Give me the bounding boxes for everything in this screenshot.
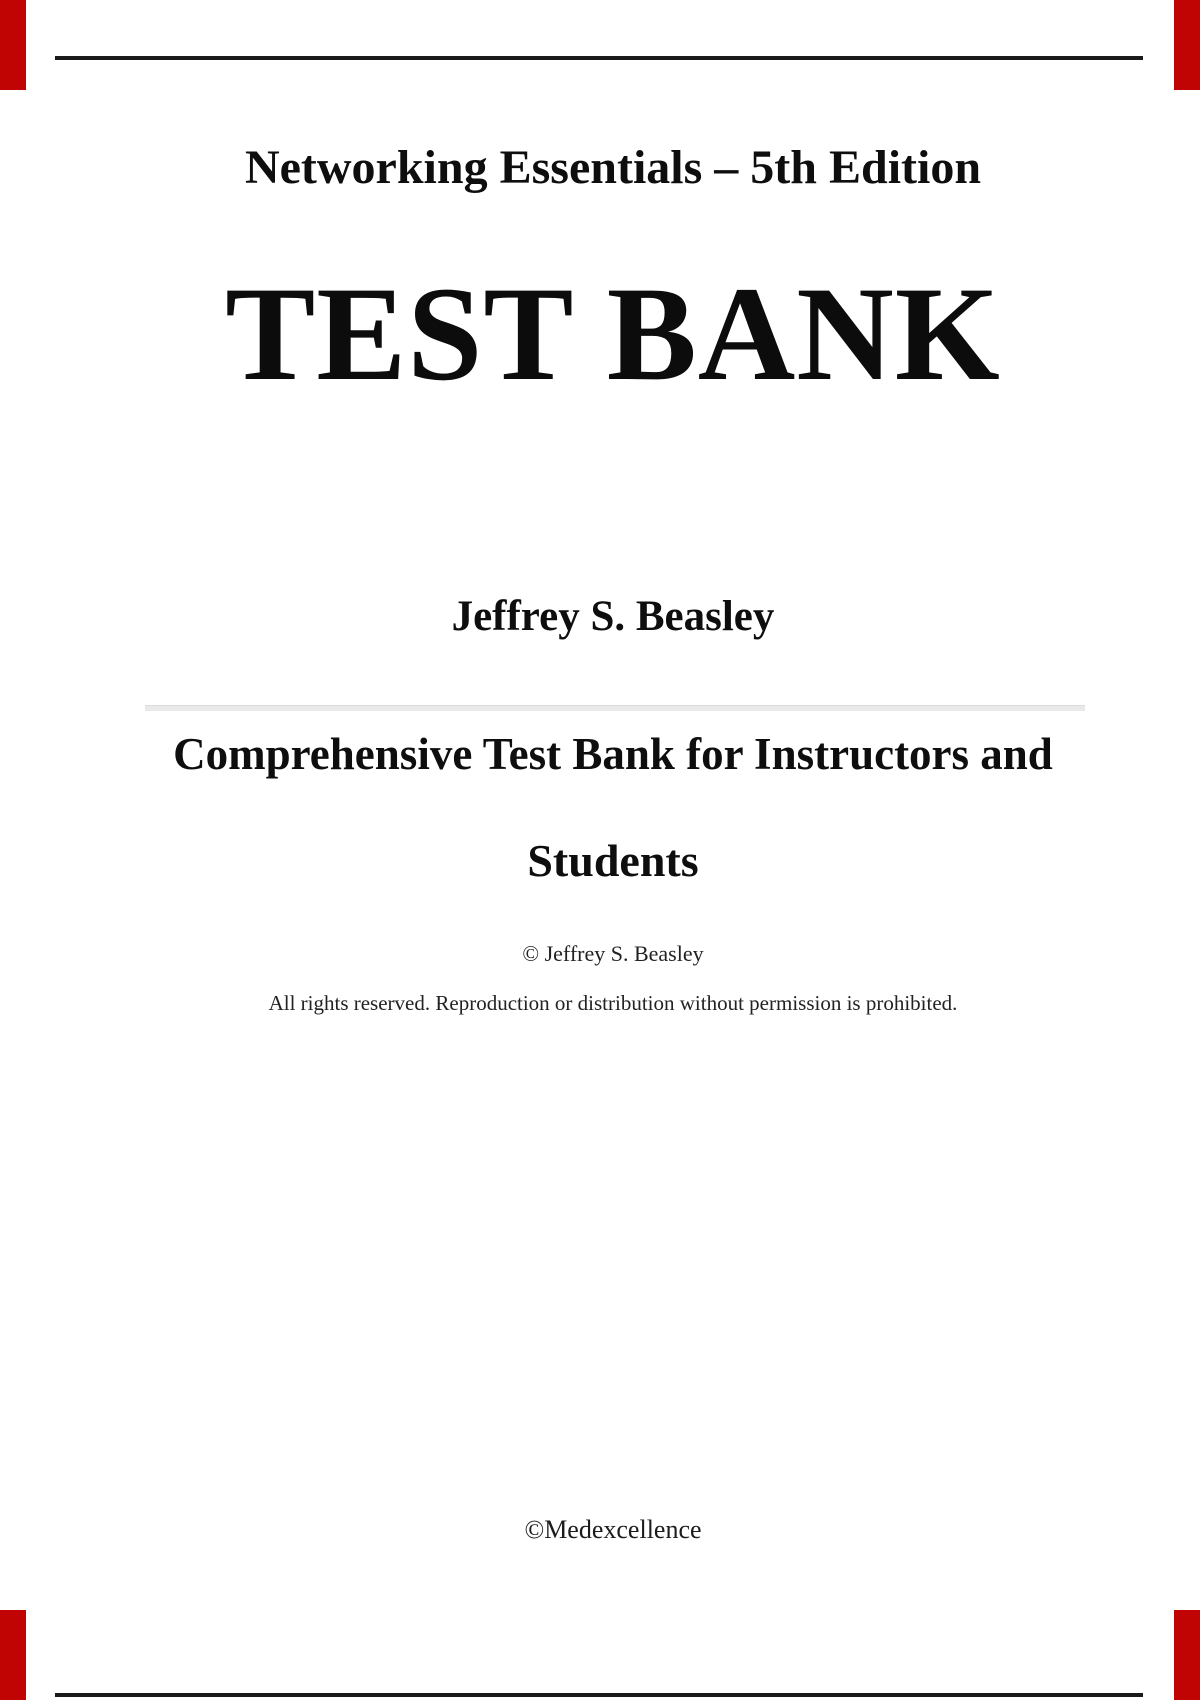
rights-notice-line: All rights reserved. Reproduction or distribution without permission is prohibited. [268,991,958,1015]
gray-divider-rule [145,705,1085,711]
red-edge-mark-top-right [1174,0,1200,90]
subtitle-line-1: Comprehensive Test Bank for Instructors and [173,729,1053,779]
document-title: Networking Essentials – 5th Edition [244,141,982,194]
red-edge-mark-top-left [0,0,26,90]
author-name: Jeffrey S. Beasley [451,593,775,640]
bottom-horizontal-rule [55,1693,1143,1697]
red-edge-mark-bottom-right [1174,1610,1200,1700]
copyright-author-line: © Jeffrey S. Beasley [522,941,704,966]
main-heading: TEST BANK [225,260,1001,409]
top-horizontal-rule [55,56,1143,60]
red-edge-mark-bottom-left [0,1610,26,1700]
footer-brand-line: ©Medexcellence [524,1515,702,1544]
subtitle-line-2: Students [527,835,699,886]
